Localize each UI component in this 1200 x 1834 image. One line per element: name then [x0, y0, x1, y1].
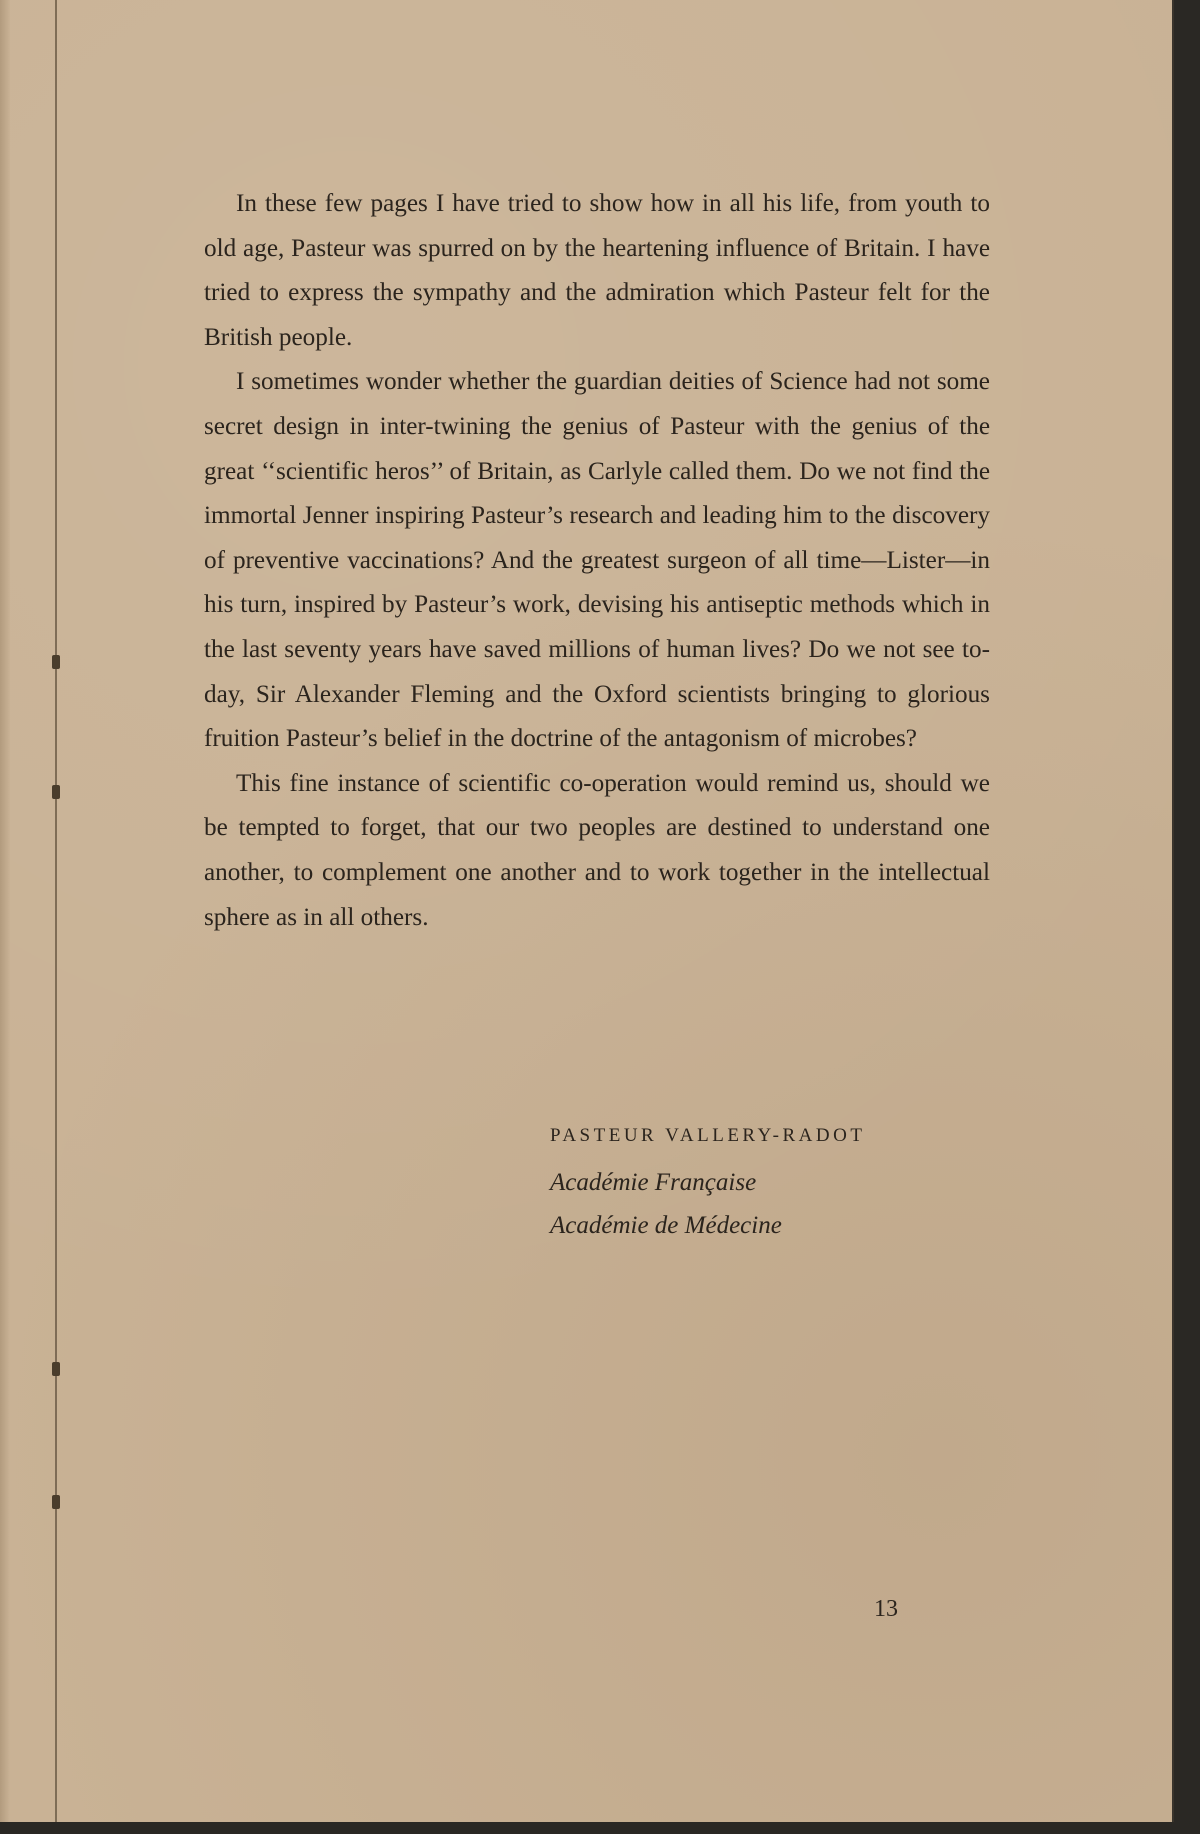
page-edge [0, 0, 10, 1822]
paragraph: This fine instance of scientific co-operation would remind us, should we be tempted to forget, that our two peoples are destined to understand one another, to complement one another and to work together in the intellectual sphere as in all others. [204, 769, 990, 931]
affiliation: Académie de Médecine [550, 1212, 782, 1239]
binding-staple [52, 655, 60, 669]
paragraph: I sometimes wonder whether the guardian deities of Science had not some secret design in inter-twining the genius of Pasteur with the genius of the great ‘‘scientific heros’’ of Britain, as Carlyle called them. Do we not find the immortal Jenner inspiring Pasteur’s research and leading him to the discovery of preventive vaccinations? And the greatest surgeon of all time—Lister—in his turn, inspired by Pasteur’s work, devising his antiseptic methods which in the last seventy years have saved millions of human lives? Do we not see to-day, Sir Alexander Fleming and the Oxford scientists bringing to glorious fruition Pasteur’s belief in the doctrine of the antagonism of microbes? [204, 368, 990, 753]
binding-staple [52, 785, 60, 799]
signature-block [550, 1125, 865, 1247]
body-text [204, 182, 990, 940]
paragraph: In these few pages I have tried to show how in all his life, from youth to old age, Pasteur was spurred on by the heartening influence of Britain. I have tried to express the sympathy and the admiration which Pasteur felt for the British people. [204, 190, 990, 351]
affiliation: Académie Française [550, 1169, 757, 1196]
author-name: PASTEUR VALLERY-RADOT [550, 1125, 866, 1146]
binding-staple [52, 1362, 60, 1376]
binding-staple [52, 1495, 60, 1509]
binding-spine [55, 0, 57, 1822]
page-number: 13 [874, 1596, 898, 1622]
